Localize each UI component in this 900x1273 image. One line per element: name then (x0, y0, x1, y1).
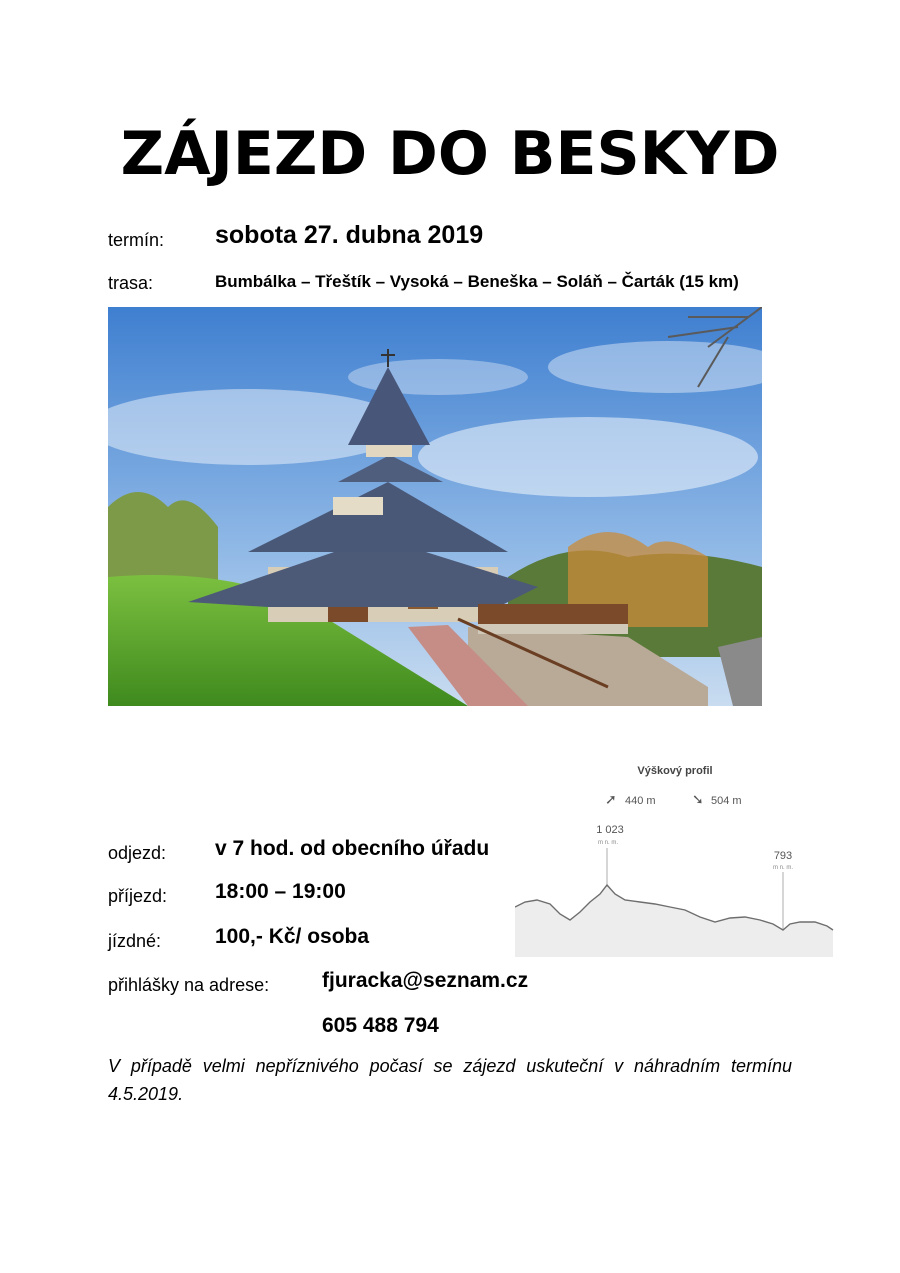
prihlasky-phone: 605 488 794 (322, 1014, 439, 1037)
odjezd-value: v 7 hod. od obecního úřadu (215, 837, 490, 860)
profile-min-unit: m n. m. (772, 865, 794, 871)
odjezd-label: odjezd: (108, 843, 167, 863)
profile-descent: 504 m (711, 795, 742, 807)
elevation-profile (515, 752, 835, 962)
profile-title: Výškový profil (637, 765, 713, 777)
termin-label: termín: (108, 230, 165, 250)
ascent-icon: ➚ (605, 792, 617, 808)
profile-max-label: 1 023 (596, 824, 624, 836)
profile-ascent: 440 m (625, 795, 656, 807)
profile-min-label: 793 (773, 850, 793, 862)
prihlasky-label: přihlášky na adrese: (108, 975, 270, 995)
descent-icon: ➘ (692, 792, 704, 808)
trasa-label: trasa: (108, 273, 154, 293)
prihlasky-email[interactable]: fjuracka@seznam.cz (322, 969, 529, 992)
jizdne-label: jízdné: (108, 931, 162, 951)
profile-max-unit: m n. m. (597, 840, 619, 846)
trasa-value: Bumbálka – Třeštík – Vysoká – Beneška – Soláň – Čarták (15 km) (215, 272, 739, 291)
termin-value: sobota 27. dubna 2019 (215, 221, 484, 249)
church-photo (108, 307, 762, 706)
page-title: ZÁJEZD DO BESKYD (120, 119, 780, 189)
prijezd-label: příjezd: (108, 886, 168, 906)
profile-area (515, 885, 833, 957)
prijezd-value: 18:00 – 19:00 (215, 880, 346, 903)
weather-note: V případě velmi nepříznivého počasí se zájezd uskuteční v náhradním termínu 4.5.2019. (108, 1056, 792, 1104)
jizdne-value: 100,- Kč/ osoba (215, 925, 370, 948)
